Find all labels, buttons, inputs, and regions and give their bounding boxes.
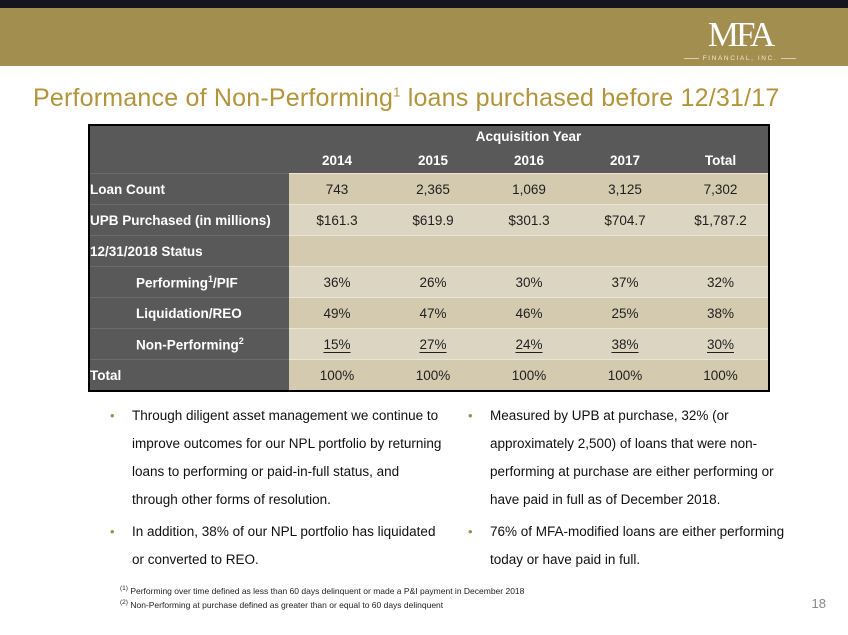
bullet-item (468, 518, 800, 574)
table-corner-cell (89, 125, 289, 147)
bullet-icon: • (468, 408, 473, 423)
cell-empty (289, 236, 385, 267)
footnotes (120, 584, 524, 612)
mfa-logo-subtext: FINANCIAL, INC. (684, 55, 796, 62)
header-band (0, 8, 848, 66)
page-number: 18 (811, 596, 826, 611)
page-title-sup: 1 (393, 84, 401, 100)
col-header-2015: 2015 (385, 147, 481, 174)
row-label-non-performing: Non-Performing$^2$ (89, 329, 289, 360)
col-header-2017: 2017 (577, 147, 673, 174)
bullet-item (110, 402, 448, 514)
acquisition-year-table (88, 124, 770, 392)
cell-value: 30% (481, 267, 577, 298)
cell-value: 27% (385, 329, 481, 360)
row-label-loan-count: Loan Count (89, 174, 289, 205)
cell-value: 49% (289, 298, 385, 329)
cell-value: 743 (289, 174, 385, 205)
cell-value: 25% (577, 298, 673, 329)
bullet-icon: • (110, 408, 115, 423)
cell-value: 47% (385, 298, 481, 329)
cell-value: 100% (673, 360, 769, 392)
table-group-header-row (89, 125, 769, 147)
cell-value: 100% (577, 360, 673, 392)
cell-value: 7,302 (673, 174, 769, 205)
bullet-text: 76% of MFA-modified loans are either performing today or have paid in full. (490, 524, 785, 567)
table-row-loan-count (89, 174, 769, 205)
col-header-total: Total (673, 147, 769, 174)
cell-value: 100% (481, 360, 577, 392)
cell-value: 30% (673, 329, 769, 360)
row-label-status: 12/31/2018 Status (89, 236, 289, 267)
top-accent-bar (0, 0, 848, 8)
cell-value: 32% (673, 267, 769, 298)
cell-value: 37% (577, 267, 673, 298)
cell-value: $704.7 (577, 205, 673, 236)
mfa-logo (684, 17, 796, 62)
cell-empty (673, 236, 769, 267)
table-row-status-header (89, 236, 769, 267)
cell-value: 2,365 (385, 174, 481, 205)
bullet-text: Measured by UPB at purchase, 32% (or approximately 2,500) of loans that were non-performing at purchase are either performing or have paid in full as of December 2018. (490, 408, 774, 507)
mfa-logo-text: MFA (707, 15, 773, 54)
table-row-liquidation-reo (89, 298, 769, 329)
row-label-total: Total (89, 360, 289, 392)
cell-empty (385, 236, 481, 267)
cell-value: 1,069 (481, 174, 577, 205)
row-label-performing-pif: Performing$^1$/PIF (89, 267, 289, 298)
cell-value: 100% (385, 360, 481, 392)
acquisition-year-header: Acquisition Year (289, 125, 769, 147)
cell-value: 15% (289, 329, 385, 360)
table-row-upb-purchased (89, 205, 769, 236)
table-corner-cell-2 (89, 147, 289, 174)
cell-value: 100% (289, 360, 385, 392)
footnote-1: $^{(1)}$ Performing over time defined as less than 60 days delinquent or made a P&I payment in December 2018 (120, 585, 525, 596)
cell-value: 36% (289, 267, 385, 298)
cell-value: $161.3 (289, 205, 385, 236)
bullet-item (110, 518, 448, 574)
bullet-icon: • (468, 524, 473, 539)
cell-value: 24% (481, 329, 577, 360)
cell-empty (577, 236, 673, 267)
bullet-list-left (110, 402, 448, 578)
bullet-list-right (468, 402, 800, 578)
bullet-icon: • (110, 524, 115, 539)
cell-value: 26% (385, 267, 481, 298)
cell-value: 3,125 (577, 174, 673, 205)
cell-value: 38% (577, 329, 673, 360)
cell-value: $1,787.2 (673, 205, 769, 236)
bullet-item (468, 402, 800, 514)
bullet-text: In addition, 38% of our NPL portfolio has liquidated or converted to REO. (132, 524, 436, 567)
col-header-2014: 2014 (289, 147, 385, 174)
cell-value: 38% (673, 298, 769, 329)
row-label-liquidation-reo: Liquidation/REO (89, 298, 289, 329)
col-header-2016: 2016 (481, 147, 577, 174)
table-column-header-row (89, 147, 769, 174)
cell-value: 46% (481, 298, 577, 329)
page-title-post: loans purchased before 12/31/17 (400, 84, 780, 112)
cell-value: $301.3 (481, 205, 577, 236)
bullet-text: Through diligent asset management we continue to improve outcomes for our NPL portfolio by returning loans to performing or paid-in-full status, and through other forms of resolution. (132, 408, 442, 507)
table-row-non-performing (89, 329, 769, 360)
row-label-upb-purchased: UPB Purchased (in millions) (89, 205, 289, 236)
table-row-total (89, 360, 769, 392)
page-title-pre: Performance of Non-Performing (33, 84, 394, 112)
cell-value: $619.9 (385, 205, 481, 236)
footnote-2: $^{(2)}$ Non-Performing at purchase defined as greater than or equal to 60 days delinquent (120, 599, 444, 610)
cell-empty (481, 236, 577, 267)
table-row-performing-pif (89, 267, 769, 298)
page-title (33, 84, 779, 113)
